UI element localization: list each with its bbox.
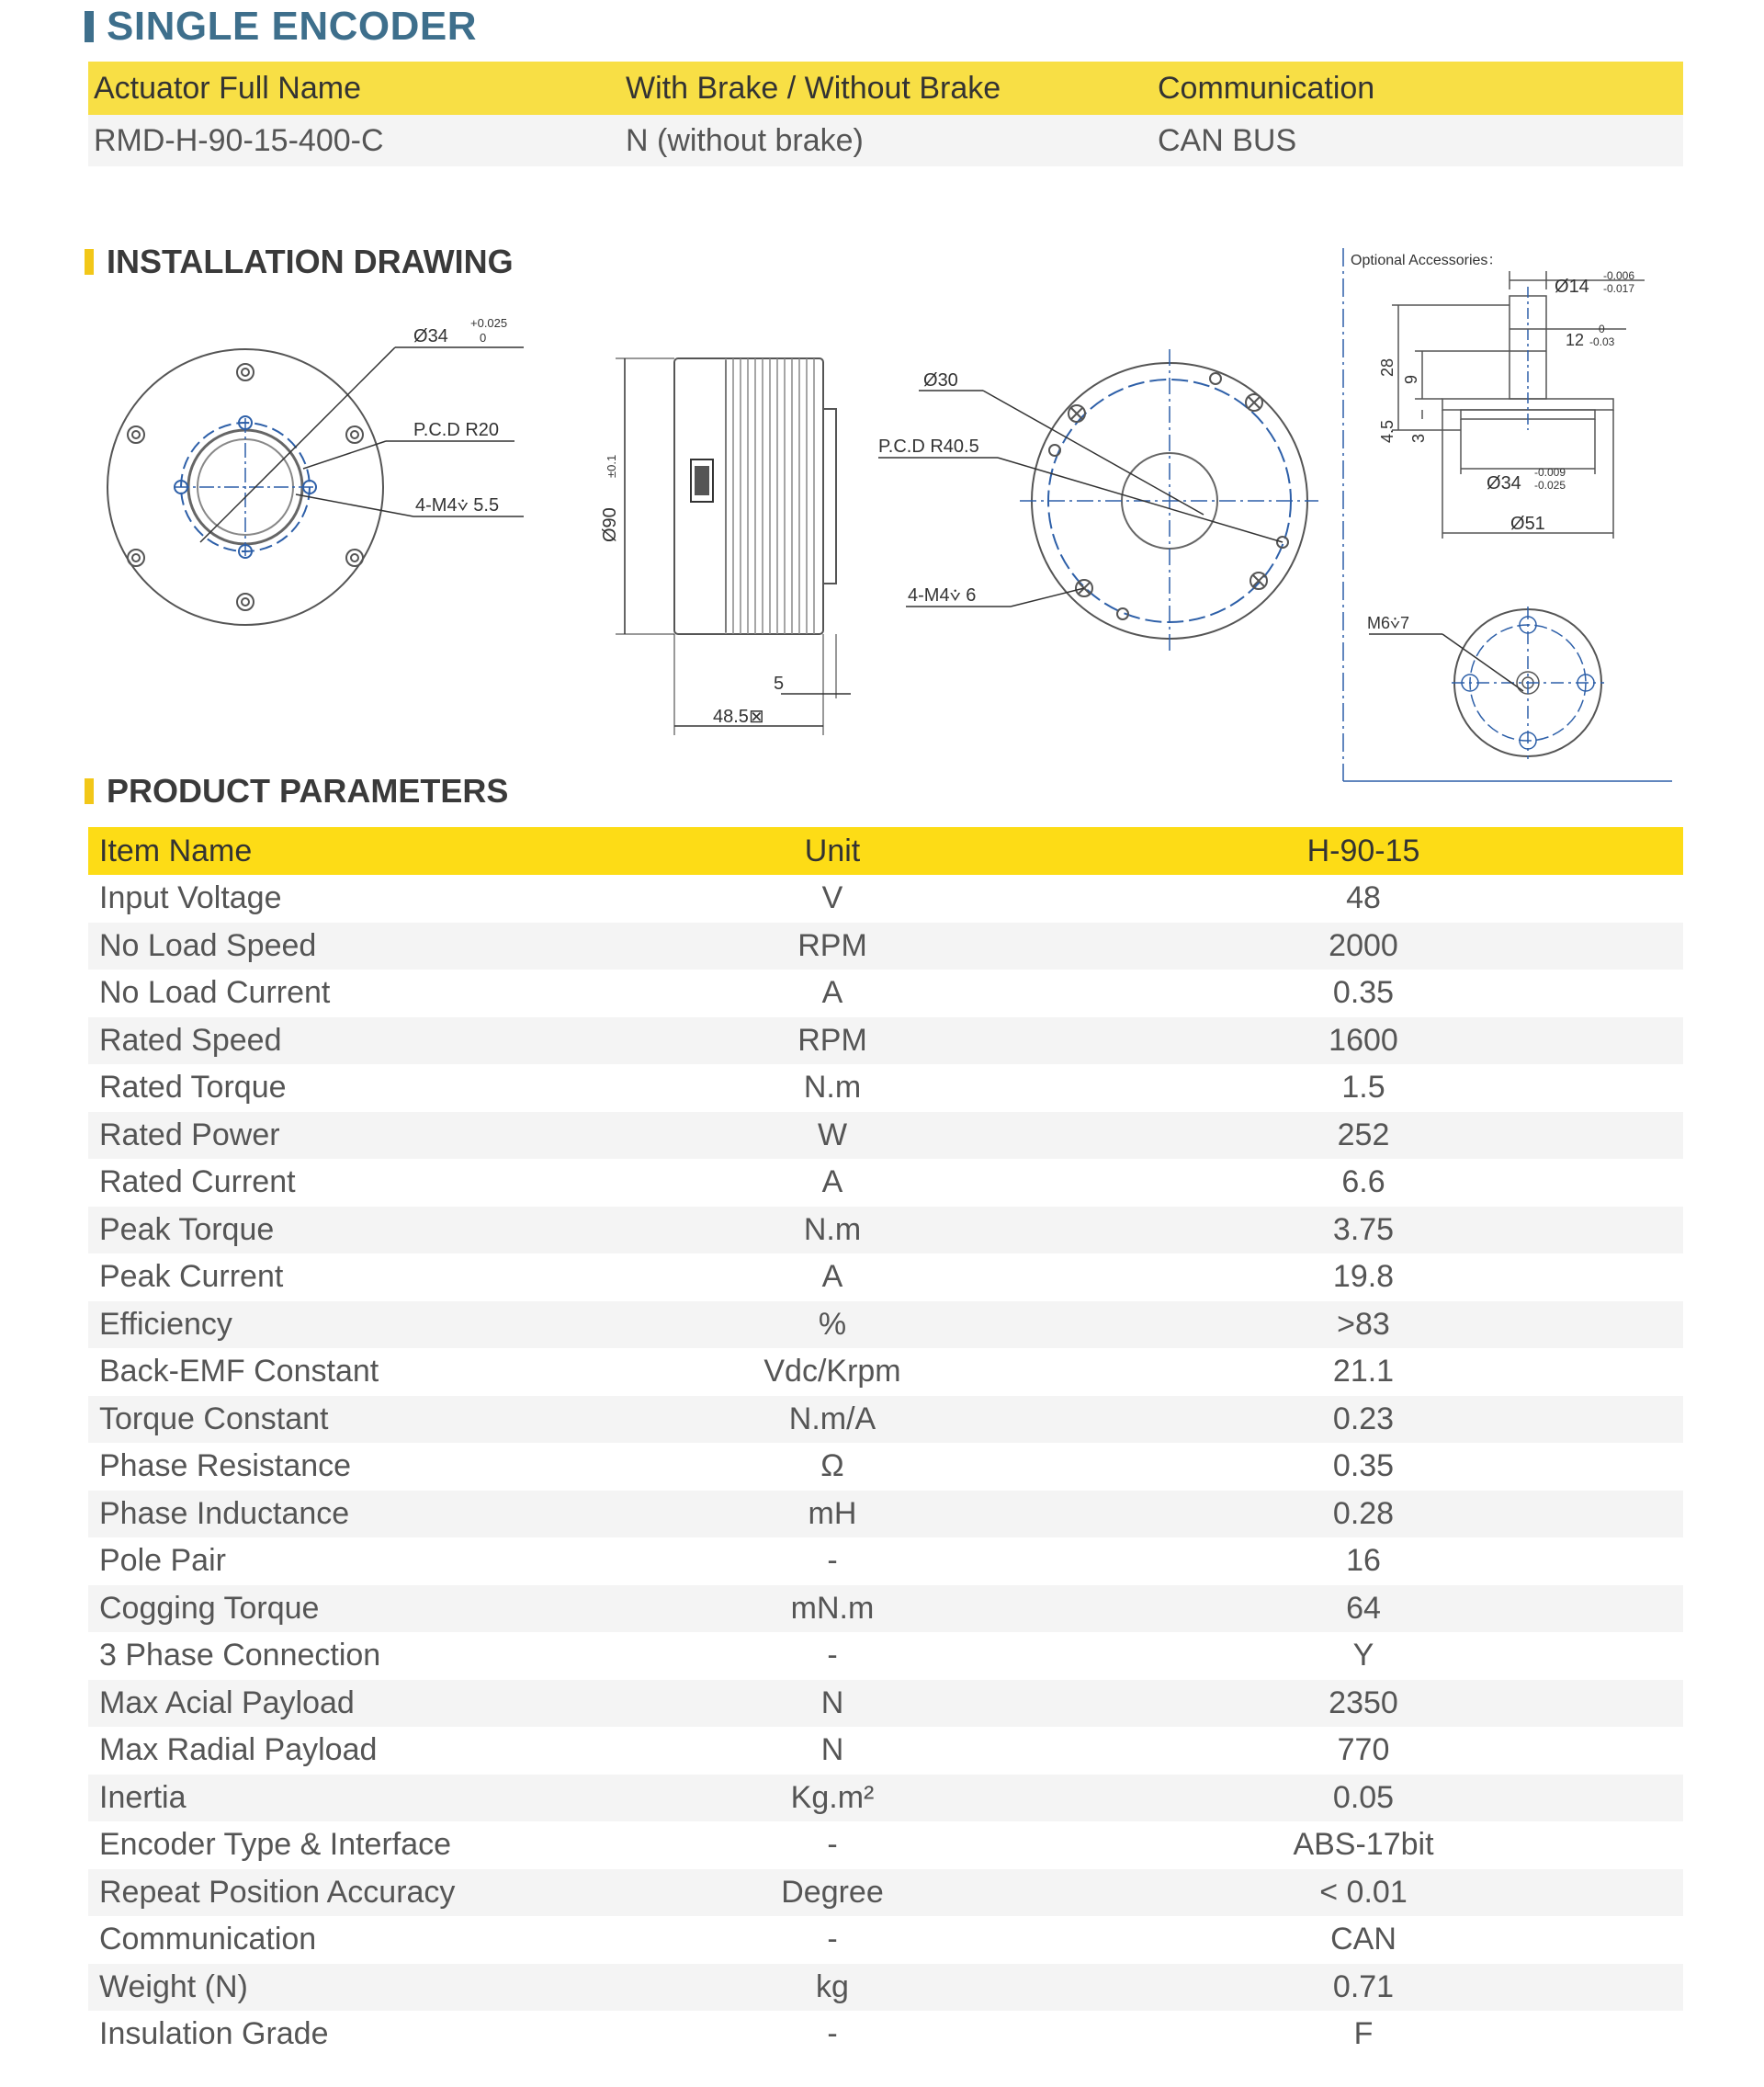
section-title-text: PRODUCT PARAMETERS [107,772,509,810]
table-row [88,1821,1683,1869]
param-unit: N [820,1732,844,1768]
header-actuator-full-name: Actuator Full Name [94,70,361,106]
table-row [88,1585,1683,1633]
param-value: 16 [1346,1543,1381,1579]
table-row [88,2011,1683,2059]
table-row [88,1916,1683,1964]
installation-drawings [83,239,1681,790]
section-title-product-parameters [85,772,508,811]
accessory-title: Optional Accessories： [1351,253,1503,268]
param-name: Pole Pair [99,1543,226,1579]
table-row [88,1537,1683,1585]
acc-flange-inner-h: 3 [1409,433,1428,443]
param-unit: kg [816,1968,849,2004]
actuator-name-value: RMD-H-90-15-400-C [94,122,384,158]
acc-key-tol-lower: -0.03 [1589,335,1615,348]
param-value: 0.35 [1332,975,1395,1011]
param-unit: V [821,880,843,916]
param-value: F [1353,2016,1374,2052]
param-unit: N [820,1684,844,1720]
param-name: Weight (N) [99,1968,248,2004]
param-unit: - [827,1543,838,1579]
param-name: Efficiency [99,1306,232,1342]
table-row [88,1301,1683,1349]
param-unit: % [818,1306,847,1342]
param-value: 0.05 [1332,1779,1395,1815]
acc-key-width: 12 [1566,331,1585,349]
actuator-info-table [88,62,1683,166]
acc-shaft-tol-upper: -0.006 [1603,269,1635,282]
param-name: Peak Current [99,1259,284,1295]
param-value: 3.75 [1332,1211,1395,1247]
param-unit: Ω [820,1448,844,1484]
table-row [88,1207,1683,1254]
brake-value: N (without brake) [626,122,864,158]
info-table-header [88,62,1683,115]
side-offset-label: 5 [774,674,785,694]
back-holes-label: 4-M4⩒ 6 [908,585,977,606]
param-name: Rated Current [99,1164,296,1200]
param-unit: A [821,1164,843,1200]
param-value: 21.1 [1332,1354,1395,1389]
acc-height-total: 28 [1378,357,1396,377]
accessory-view [1343,248,1672,781]
side-diameter-label: Ø90 [600,507,620,542]
param-value: 0.71 [1332,1968,1395,2004]
table-row [88,1680,1683,1728]
front-bore-label: Ø34 [413,326,448,346]
param-value: 1600 [1329,1022,1398,1058]
acc-spigot-tol-upper: -0.009 [1534,466,1566,479]
param-unit: W [817,1117,848,1152]
param-name: Back-EMF Constant [99,1354,379,1389]
param-value: 1.5 [1341,1070,1385,1106]
param-unit: RPM [797,927,867,963]
param-unit: mH [808,1495,857,1531]
param-name: 3 Phase Connection [99,1638,381,1673]
param-value: 48 [1346,880,1381,916]
param-name: Max Radial Payload [99,1732,378,1768]
param-unit: Degree [781,1874,884,1910]
side-length-label: 48.5⊠ [713,707,764,727]
param-name: Rated Power [99,1117,280,1152]
acc-thread-label: M6⩒7 [1367,614,1409,632]
param-value: 770 [1337,1732,1390,1768]
front-view [107,347,524,625]
param-name: No Load Current [99,975,331,1011]
param-unit: - [827,1922,838,1957]
acc-spigot-tol-lower: -0.025 [1534,479,1566,492]
table-row [88,1064,1683,1112]
technical-drawing [83,239,1681,790]
param-name: Repeat Position Accuracy [99,1874,456,1910]
front-bore-tol-upper: +0.025 [470,316,508,330]
table-row [88,1869,1683,1917]
acc-flange-dia: Ø51 [1510,514,1545,534]
acc-spigot-dia: Ø34 [1487,473,1521,493]
param-name: Inertia [99,1779,187,1815]
param-unit: N.m/A [788,1401,876,1436]
param-name: Phase Inductance [99,1495,350,1531]
param-unit: Vdc/Krpm [763,1354,901,1389]
back-bore-label: Ø30 [923,370,958,391]
param-name: Cogging Torque [99,1590,320,1626]
acc-shaft-dia: Ø14 [1555,277,1589,297]
param-value: 2000 [1329,927,1398,963]
param-value: 19.8 [1332,1259,1395,1295]
product-parameters-table [88,827,1683,2059]
param-unit: - [827,1638,838,1673]
param-unit: N.m [803,1070,862,1106]
header-item-name: Item Name [99,833,253,868]
info-table-row [88,115,1683,166]
back-pcd-label: P.C.D R40.5 [878,437,979,457]
acc-shaft-tol-lower: -0.017 [1603,282,1635,295]
front-pcd-label: P.C.D R20 [413,420,500,440]
table-row [88,1396,1683,1444]
section-title-single-encoder [85,4,477,50]
acc-flange-h: 4.5 [1378,419,1396,443]
table-row [88,970,1683,1017]
table-row [88,1964,1683,2012]
table-row [88,923,1683,970]
front-bore-tol-lower: 0 [480,331,487,345]
table-row [88,1443,1683,1491]
header-model: H-90-15 [1306,833,1420,868]
param-name: Torque Constant [99,1401,329,1436]
front-holes-label: 4-M4⩒ 5.5 [415,495,500,516]
param-unit: Kg.m² [790,1779,875,1815]
param-name: Encoder Type & Interface [99,1827,452,1863]
param-value: CAN [1330,1922,1396,1957]
param-unit: - [827,2016,838,2052]
section-title-text: SINGLE ENCODER [107,4,478,49]
param-value: 2350 [1329,1684,1398,1720]
acc-height-key: 9 [1402,374,1420,384]
section-title-text: INSTALLATION DRAWING [107,243,514,280]
header-communication: Communication [1158,70,1375,106]
param-unit: N.m [803,1211,862,1247]
param-value: 252 [1337,1117,1390,1152]
param-value: >83 [1337,1306,1390,1342]
title-marker [85,11,94,42]
table-row [88,1775,1683,1822]
param-value: ABS-17bit [1293,1827,1434,1863]
param-name: Insulation Grade [99,2016,329,2052]
param-value: 0.35 [1332,1448,1395,1484]
param-name: Phase Resistance [99,1448,352,1484]
title-marker [85,778,94,804]
param-name: Peak Torque [99,1211,275,1247]
param-name: Rated Speed [99,1022,282,1058]
acc-key-tol-upper: 0 [1599,323,1605,335]
param-name: Rated Torque [99,1070,287,1106]
header-brake: With Brake / Without Brake [626,70,1001,106]
param-value: 0.23 [1332,1401,1395,1436]
table-row [88,1632,1683,1680]
param-value: 64 [1346,1590,1381,1626]
table-row [88,1491,1683,1538]
communication-value: CAN BUS [1158,122,1297,158]
param-name: No Load Speed [99,927,317,963]
param-unit: RPM [797,1022,867,1058]
side-diameter-tol: ±0.1 [605,454,618,478]
param-unit: A [821,975,843,1011]
table-row [88,1017,1683,1065]
param-value: 6.6 [1341,1164,1385,1200]
side-view [616,358,851,735]
param-value: 0.28 [1332,1495,1395,1531]
param-unit: - [827,1827,838,1863]
param-name: Communication [99,1922,317,1957]
params-table-header [88,827,1683,875]
param-unit: A [821,1259,843,1295]
table-row [88,875,1683,923]
header-unit: Unit [804,833,861,868]
table-row [88,1348,1683,1396]
param-value: Y [1352,1638,1374,1673]
table-row [88,1253,1683,1301]
table-row [88,1727,1683,1775]
table-row [88,1112,1683,1160]
param-value: < 0.01 [1319,1874,1408,1910]
table-row [88,1159,1683,1207]
param-name: Input Voltage [99,880,282,916]
param-unit: mN.m [790,1590,875,1626]
param-name: Max Acial Payload [99,1684,355,1720]
params-table-body [88,875,1683,2059]
